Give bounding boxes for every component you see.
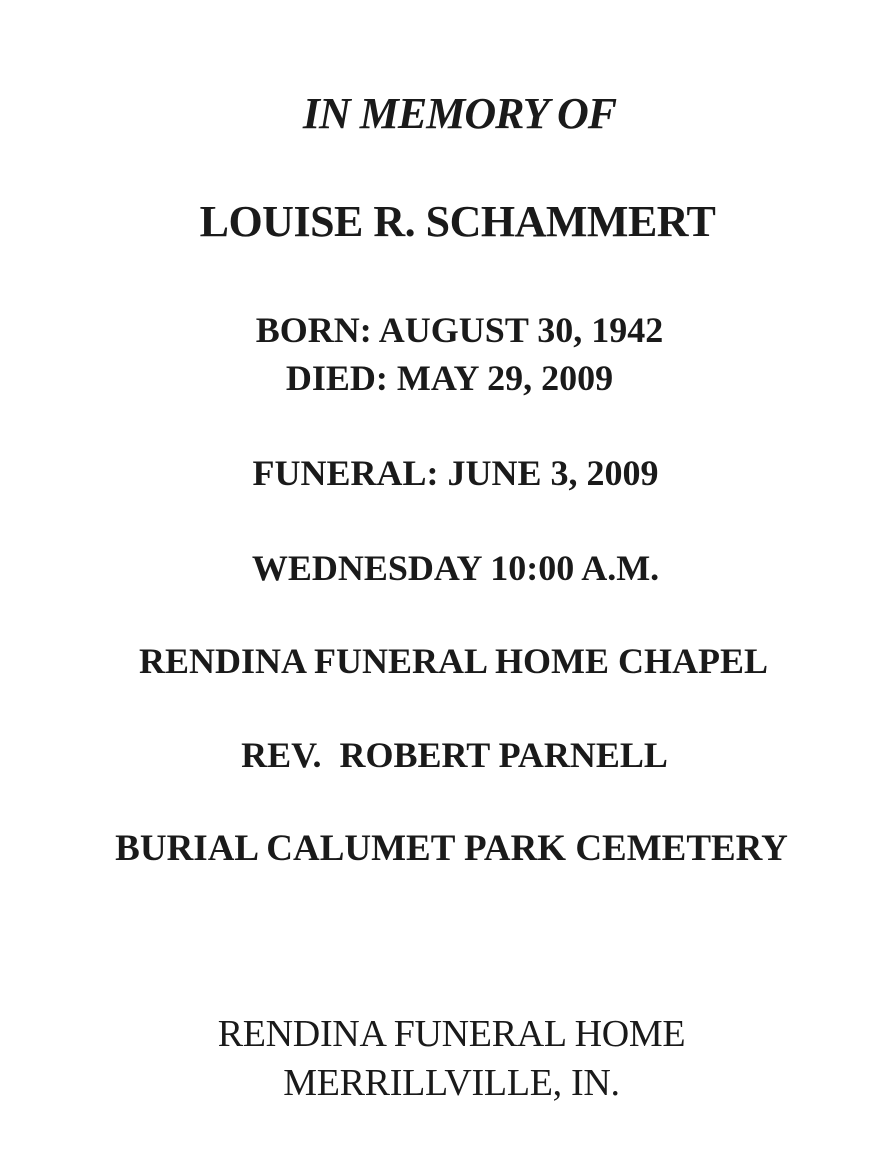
heading: IN MEMORY OF xyxy=(302,89,617,138)
funeral-home-city: MERRILLVILLE, IN. xyxy=(283,1062,620,1104)
funeral-date: FUNERAL: JUNE 3, 2009 xyxy=(252,453,659,493)
service-day-time: WEDNESDAY 10:00 A.M. xyxy=(251,548,660,588)
deceased-name: LOUISE R. SCHAMMERT xyxy=(199,197,716,246)
birth-date: BORN: AUGUST 30, 1942 xyxy=(255,310,664,350)
death-date: DIED: MAY 29, 2009 xyxy=(285,358,614,398)
funeral-home-name: RENDINA FUNERAL HOME xyxy=(217,1013,686,1055)
officiant: REV. ROBERT PARNELL xyxy=(241,735,668,775)
service-location: RENDINA FUNERAL HOME CHAPEL xyxy=(138,641,769,681)
burial-location: BURIAL CALUMET PARK CEMETERY xyxy=(115,828,788,869)
